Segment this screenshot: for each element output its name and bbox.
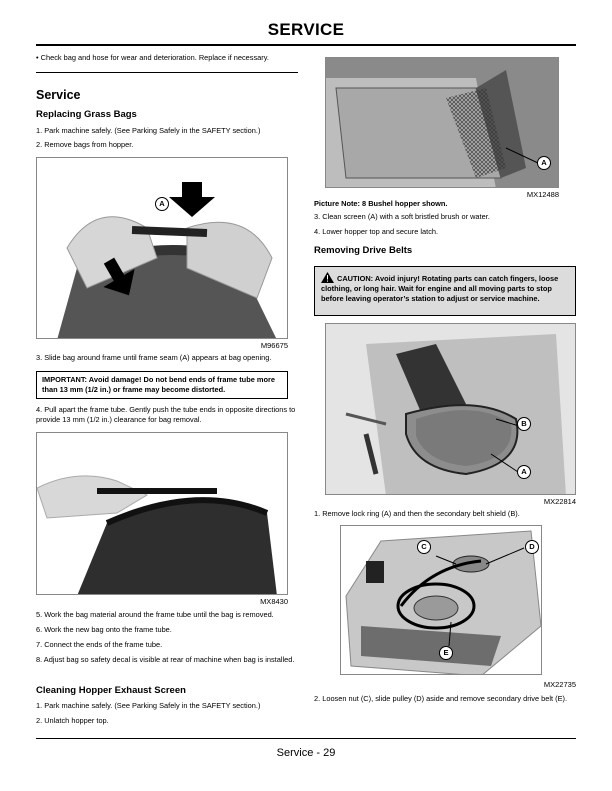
figure-secondary-belt <box>340 525 542 675</box>
callout-b: B <box>517 417 531 431</box>
section-divider <box>36 72 298 73</box>
step-1-park: 1. Park machine safely. (See Parking Safely in the SAFETY section.) <box>36 126 261 135</box>
callout-c: C <box>417 540 431 554</box>
figure-code: MX12488 <box>526 190 559 199</box>
callout-d: D <box>525 540 539 554</box>
figure-code: MX22814 <box>543 497 576 506</box>
step-8: 8. Adjust bag so safety decal is visible at rear of machine when bag is installed. <box>36 655 295 664</box>
callout-a: A <box>155 197 169 211</box>
picture-note: Picture Note: 8 Bushel hopper shown. <box>314 199 448 208</box>
figure-hopper-screen <box>325 57 559 188</box>
step-5: 5. Work the bag material around the frame tube until the bag is removed. <box>36 610 274 619</box>
caution-text: CAUTION: Avoid injury! Rotating parts can catch fingers, loose clothing, or long hair. Wait for engine and all moving parts to stop before leaving operator’s station to adjust or service machine. <box>321 274 559 303</box>
step-4-lower-hopper: 4. Lower hopper top and secure latch. <box>314 227 439 236</box>
step-1-remove-lock-ring: 1. Remove lock ring (A) and then the secondary belt shield (B). <box>314 509 520 518</box>
step-7: 7. Connect the ends of the frame tube. <box>36 640 163 649</box>
step-3-clean-screen: 3. Clean screen (A) with a soft bristled brush or water. <box>314 212 490 221</box>
page-title: SERVICE <box>267 20 345 39</box>
step-3-slide-bag: 3. Slide bag around frame until frame seam (A) appears at bag opening. <box>36 353 272 362</box>
header-rule <box>36 44 576 46</box>
warning-icon <box>321 272 334 283</box>
page-number: Service - 29 <box>276 747 336 759</box>
step-2-remove-bags: 2. Remove bags from hopper. <box>36 140 134 149</box>
bullet-check-bag: • Check bag and hose for wear and deterioration. Replace if necessary. <box>36 53 269 62</box>
step-6: 6. Work the new bag onto the frame tube. <box>36 625 172 634</box>
figure-code: M96675 <box>260 341 288 350</box>
caution-box <box>314 266 576 316</box>
footer-rule <box>36 738 576 739</box>
subsection-title-replacing-bags: Replacing Grass Bags <box>36 109 137 120</box>
section-title: Service <box>36 88 81 102</box>
step-2-unlatch: 2. Unlatch hopper top. <box>36 716 109 725</box>
step-2-loosen-nut: 2. Loosen nut (C), slide pulley (D) aside and remove secondary drive belt (E). <box>314 694 568 703</box>
callout-a: A <box>517 465 531 479</box>
step-4-pull-apart: 4. Pull apart the frame tube. Gently push the tube ends in opposite directions to provide 13 mm (1/2 in.) clearance for bag removal. <box>36 405 296 424</box>
subsection-title-cleaning-screen: Cleaning Hopper Exhaust Screen <box>36 685 186 696</box>
callout-e: E <box>439 646 453 660</box>
step-1-park: 1. Park machine safely. (See Parking Safely in the SAFETY section.) <box>36 701 261 710</box>
callout-a: A <box>537 156 551 170</box>
figure-code: MX22735 <box>543 680 576 689</box>
subsection-title-drive-belts: Removing Drive Belts <box>314 245 413 256</box>
important-notice: IMPORTANT: Avoid damage! Do not bend ends of frame tube more than 13 mm (1/2 in.) or frame may become distorted. <box>36 371 288 399</box>
figure-bag-frame-seam <box>36 157 288 339</box>
figure-belt-shield <box>325 323 576 495</box>
figure-code: MX8430 <box>260 597 288 606</box>
figure-frame-tube <box>36 432 288 595</box>
